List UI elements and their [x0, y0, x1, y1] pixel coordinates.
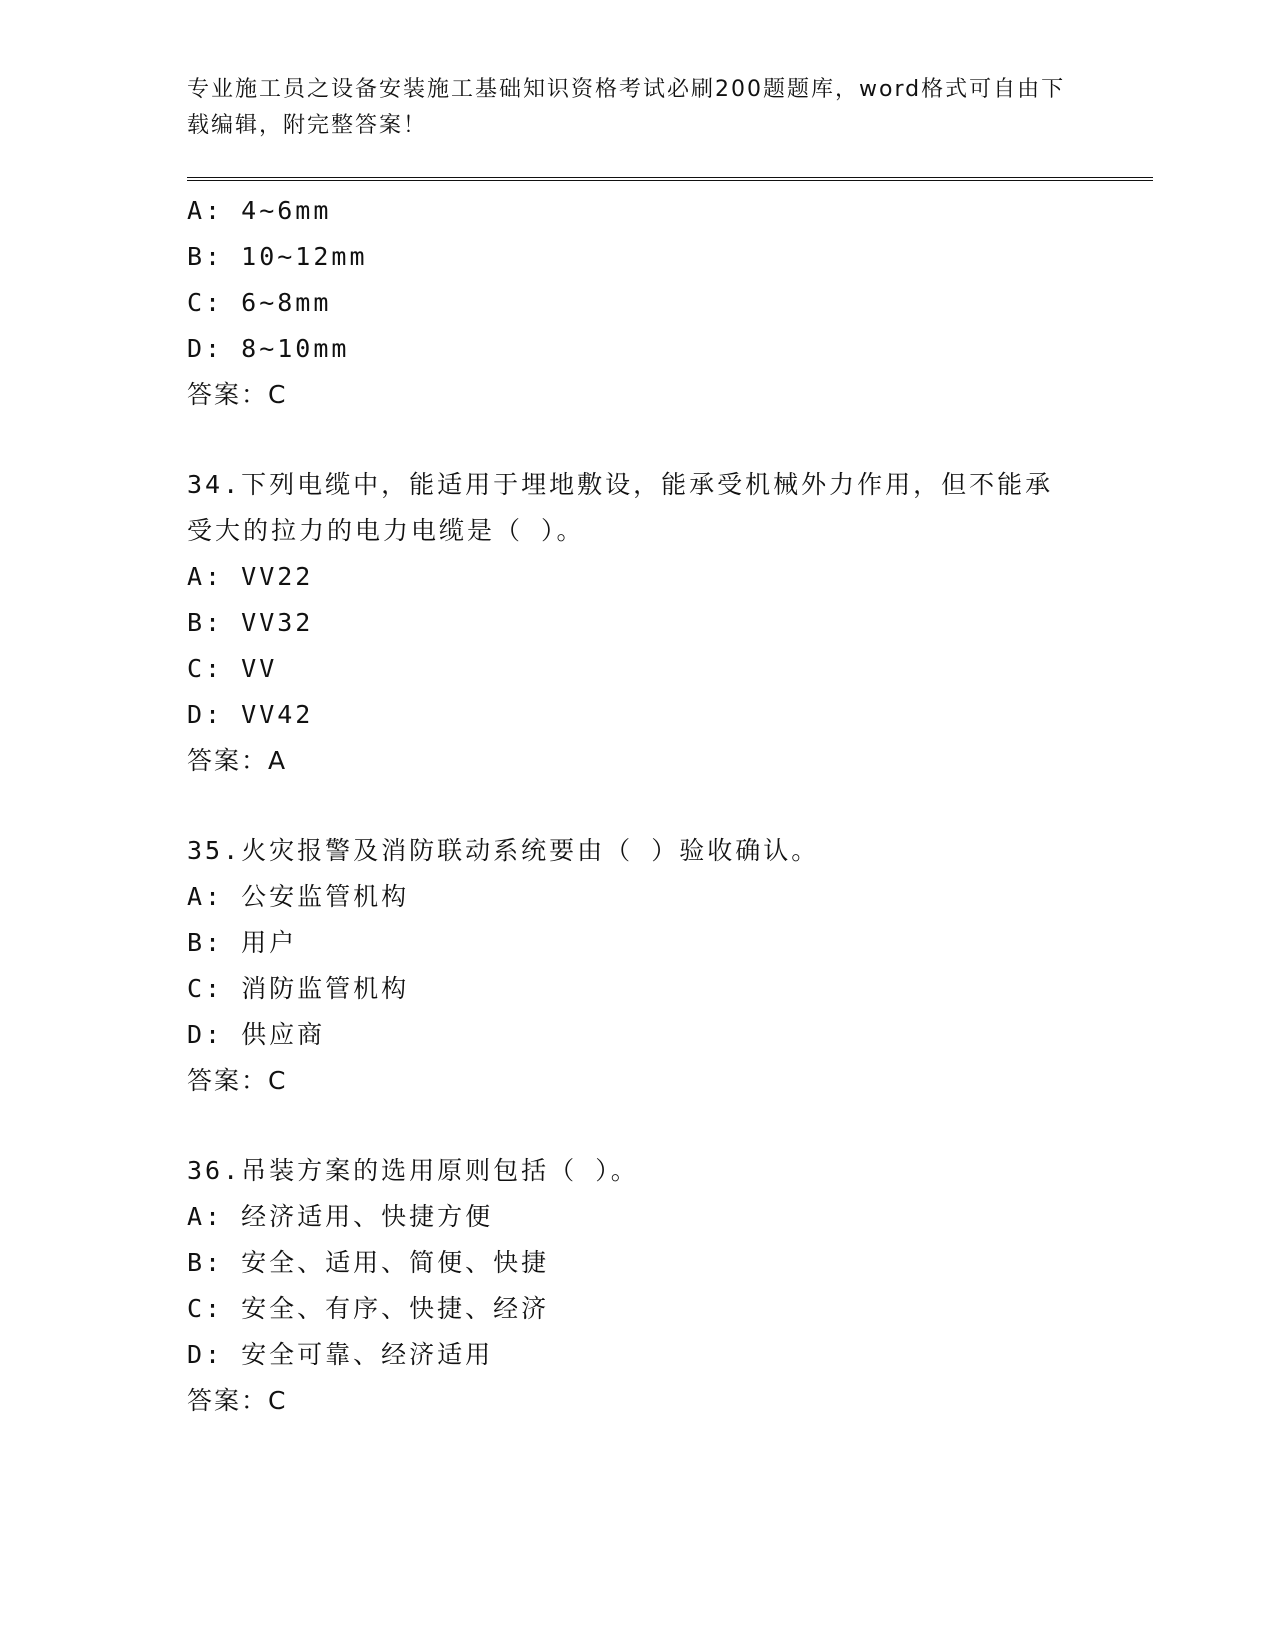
question-stem: 36.吊装方案的选用原则包括（ ）。	[187, 1156, 639, 1185]
document-header	[187, 72, 1087, 144]
option-b: B: 安全、适用、简便、快捷	[187, 1248, 550, 1277]
option-b: B: 用户	[187, 928, 298, 957]
answer-line: 答案：C	[187, 380, 288, 409]
option-d: D: 安全可靠、经济适用	[187, 1340, 494, 1369]
option-a: A: 经济适用、快捷方便	[187, 1202, 494, 1231]
document-title: 专业施工员之设备安装施工基础知识资格考试必刷200题题库，word格式可自由下载编辑，附完整答案！	[187, 77, 1066, 138]
option-a: A: 公安监管机构	[187, 882, 410, 911]
question-block-34	[187, 462, 1087, 784]
answer-line: 答案：A	[187, 746, 288, 775]
header-divider	[187, 177, 1153, 181]
question-stem: 34.下列电缆中，能适用于埋地敷设，能承受机械外力作用，但不能承受大的拉力的电力电缆是（ ）。	[187, 470, 1054, 545]
option-b: B: 10~12mm	[187, 242, 368, 271]
option-d: D: 供应商	[187, 1020, 326, 1049]
option-b: B: VV32	[187, 608, 314, 637]
option-a: A: 4~6mm	[187, 196, 332, 225]
option-c: C: 安全、有序、快捷、经济	[187, 1294, 550, 1323]
option-a: A: VV22	[187, 562, 314, 591]
question-block-35	[187, 828, 1087, 1104]
option-c: C: VV	[187, 654, 278, 683]
option-d: D: 8~10mm	[187, 334, 350, 363]
answer-line: 答案：C	[187, 1066, 288, 1095]
question-block-33	[187, 188, 1087, 418]
question-block-36	[187, 1148, 1087, 1424]
option-c: C: 6~8mm	[187, 288, 332, 317]
option-d: D: VV42	[187, 700, 314, 729]
question-list	[187, 188, 1087, 1424]
option-c: C: 消防监管机构	[187, 974, 410, 1003]
question-stem: 35.火灾报警及消防联动系统要由（ ）验收确认。	[187, 836, 820, 865]
answer-line: 答案：C	[187, 1386, 288, 1415]
